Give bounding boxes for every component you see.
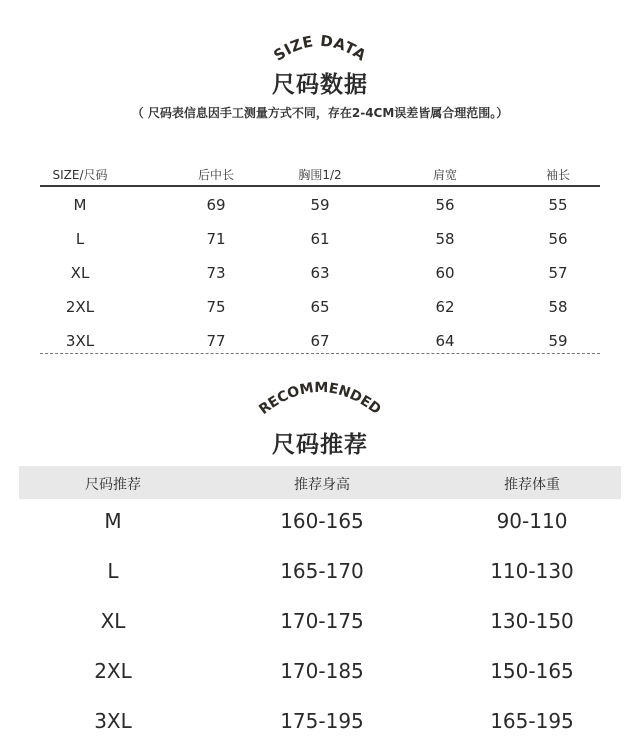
recommend-title: 尺码推荐 bbox=[272, 432, 368, 458]
col-recommend-weight: 推荐体重 bbox=[504, 477, 560, 493]
col-back-length: 后中长 bbox=[197, 168, 235, 182]
cell: 63 bbox=[310, 264, 330, 282]
cell: 62 bbox=[435, 298, 455, 316]
table-row bbox=[19, 549, 621, 599]
recommend-table bbox=[19, 499, 621, 749]
cell: 59 bbox=[548, 332, 568, 350]
size-data-badge bbox=[0, 28, 640, 68]
cell: 130-150 bbox=[490, 609, 574, 633]
cell: 175-195 bbox=[280, 709, 364, 733]
cell: 56 bbox=[435, 196, 455, 214]
cell: 65 bbox=[310, 298, 330, 316]
cell: M bbox=[73, 196, 87, 214]
table-row bbox=[40, 221, 600, 255]
cell: 2XL bbox=[65, 298, 95, 316]
cell: XL bbox=[70, 264, 90, 282]
cell: 170-175 bbox=[280, 609, 364, 633]
cell: 77 bbox=[206, 332, 226, 350]
table-row bbox=[40, 323, 600, 357]
recommended-badge-text: RECOMMENDED bbox=[256, 379, 384, 416]
cell: L bbox=[75, 230, 85, 248]
cell: 64 bbox=[435, 332, 455, 350]
cell: 110-130 bbox=[490, 559, 574, 583]
size-data-title: 尺码数据 bbox=[272, 72, 368, 98]
cell: 56 bbox=[548, 230, 568, 248]
table-row bbox=[19, 649, 621, 699]
col-shoulder: 肩宽 bbox=[432, 168, 458, 182]
size-data-table bbox=[40, 166, 600, 357]
table-row bbox=[40, 289, 600, 323]
col-recommend-size: 尺码推荐 bbox=[85, 477, 141, 493]
col-chest: 胸围1/2 bbox=[298, 168, 342, 182]
col-recommend-height: 推荐身高 bbox=[294, 477, 350, 493]
cell: 165-195 bbox=[490, 709, 574, 733]
cell: 73 bbox=[206, 264, 226, 282]
cell: L bbox=[107, 559, 119, 583]
cell: 55 bbox=[548, 196, 568, 214]
recommended-badge bbox=[0, 376, 640, 416]
cell: 59 bbox=[310, 196, 330, 214]
cell: 165-170 bbox=[280, 559, 364, 583]
size-data-header bbox=[40, 166, 600, 187]
cell: 57 bbox=[548, 264, 568, 282]
cell: 58 bbox=[435, 230, 455, 248]
cell: 67 bbox=[310, 332, 330, 350]
recommend-header bbox=[19, 466, 621, 499]
table-row bbox=[19, 499, 621, 549]
col-size: SIZE/尺码 bbox=[52, 168, 108, 182]
dashed-divider bbox=[40, 353, 600, 354]
measurement-note: （ 尺码表信息因手工测量方式不同，存在2-4CM误差皆属合理范围。） bbox=[131, 106, 509, 120]
cell: 61 bbox=[310, 230, 330, 248]
table-row bbox=[40, 255, 600, 289]
cell: 71 bbox=[206, 230, 226, 248]
cell: 3XL bbox=[94, 709, 132, 733]
cell: 58 bbox=[548, 298, 568, 316]
cell: 90-110 bbox=[496, 509, 568, 533]
cell: 160-165 bbox=[280, 509, 364, 533]
cell: 150-165 bbox=[490, 659, 574, 683]
svg-text:RECOMMENDED bbox=[256, 380, 383, 416]
cell: 2XL bbox=[94, 659, 132, 683]
cell: 3XL bbox=[65, 332, 95, 350]
cell: 69 bbox=[206, 196, 226, 214]
table-row bbox=[19, 699, 621, 749]
cell: XL bbox=[100, 609, 126, 633]
table-row bbox=[19, 599, 621, 649]
col-sleeve: 袖长 bbox=[545, 168, 571, 182]
cell: 75 bbox=[206, 298, 226, 316]
cell: 60 bbox=[435, 264, 455, 282]
cell: 170-185 bbox=[280, 659, 364, 683]
size-data-badge-text: SIZE DATA bbox=[270, 31, 370, 65]
svg-text:SIZE DATA bbox=[270, 32, 369, 65]
cell: M bbox=[104, 509, 122, 533]
table-row bbox=[40, 187, 600, 221]
